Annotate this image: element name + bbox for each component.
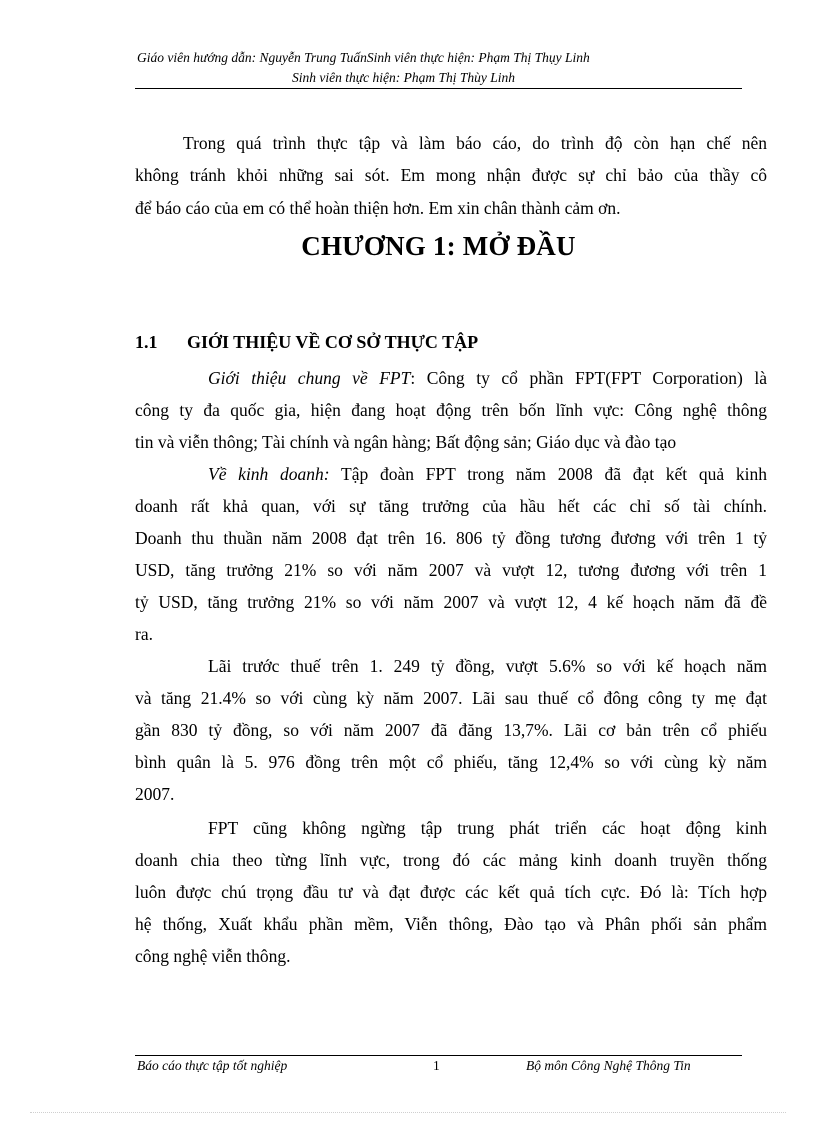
business-line: Doanh thu thuần năm 2008 đạt trên 16. 806 tỷ đồng tương đương với trên 1 tỷ	[135, 528, 767, 548]
header-line-2: Sinh viên thực hiện: Phạm Thị Thùy Linh	[292, 70, 515, 85]
development-line: FPT cũng không ngừng tập trung phát triển các hoạt động kinh	[208, 818, 767, 838]
intro-line: để báo cáo của em có thể hoàn thiện hơn. Em xin chân thành cảm ơn.	[135, 198, 621, 218]
section-heading	[135, 332, 478, 353]
fpt-intro-label: Giới thiệu chung về FPT	[208, 368, 411, 388]
section-title: GIỚI THIỆU VỀ CƠ SỞ THỰC TẬP	[187, 332, 479, 352]
page-number: 1	[433, 1058, 440, 1073]
profit-line: bình quân là 5. 976 đồng trên một cổ phiếu, tăng 12,4% so với cùng kỳ năm	[135, 752, 767, 772]
intro-line: không tránh khỏi những sai sót. Em mong nhận được sự chỉ bảo của thầy cô	[135, 165, 767, 185]
chapter-title: CHƯƠNG 1: MỞ ĐẦU	[301, 231, 576, 261]
header-rule	[135, 88, 742, 89]
profit-line: 2007.	[135, 784, 175, 804]
profit-line: và tăng 21.4% so với cùng kỳ năm 2007. Lãi sau thuế cổ đông công ty mẹ đạt	[135, 688, 767, 708]
business-line: doanh rất khả quan, với sự tăng trưởng của hầu hết các chỉ số tài chính.	[135, 496, 767, 516]
business-line: ra.	[135, 624, 153, 644]
business-line: tỷ USD, tăng trưởng 21% so với năm 2007 và vượt 12, 4 kế hoạch năm đã đề	[135, 592, 767, 612]
page-break-divider	[30, 1112, 786, 1113]
fpt-intro-text: : Công ty cổ phần FPT(FPT Corporation) là	[410, 368, 768, 388]
profit-line: Lãi trước thuế trên 1. 249 tỷ đồng, vượt 5.6% so với kế hoạch năm	[208, 656, 767, 676]
development-line: công nghệ viễn thông.	[135, 946, 291, 966]
intro-line: Trong quá trình thực tập và làm báo cáo, do trình độ còn hạn chế nên	[183, 133, 767, 153]
footer-report-title: Báo cáo thực tập tốt nghiệp	[137, 1058, 288, 1073]
business-label: Về kinh doanh:	[208, 464, 330, 484]
development-line: doanh chia theo từng lĩnh vực, trong đó các mảng kinh doanh truyền thống	[135, 850, 767, 870]
profit-line: gần 830 tỷ đồng, so với năm 2007 đã đăng 13,7%. Lãi cơ bản trên cổ phiếu	[135, 720, 767, 740]
development-line: luôn được chú trọng đầu tư và đạt được các kết quả tích cực. Đó là: Tích hợp	[135, 882, 767, 902]
section-number: 1.1	[135, 332, 158, 352]
business-text: Tập đoàn FPT trong năm 2008 đã đạt kết quả kinh	[329, 464, 767, 484]
business-line: USD, tăng trưởng 21% so với năm 2007 và vượt 12, tương đương với trên 1	[135, 560, 767, 580]
header-line-1: Giáo viên hướng dẫn: Nguyễn Trung TuấnSinh viên thực hiện: Phạm Thị Thụy Linh	[137, 50, 590, 65]
business-line	[135, 462, 767, 486]
footer-rule	[135, 1055, 742, 1056]
footer-department: Bộ môn Công Nghệ Thông Tin	[526, 1058, 691, 1073]
fpt-intro-line	[135, 366, 767, 390]
fpt-intro-line: tin và viễn thông; Tài chính và ngân hàng; Bất động sản; Giáo dục và đào tạo	[135, 432, 677, 452]
fpt-intro-line: công ty đa quốc gia, hiện đang hoạt động trên bốn lĩnh vực: Công nghệ thông	[135, 400, 767, 420]
development-line: hệ thống, Xuất khẩu phần mềm, Viễn thông, Đào tạo và Phân phối sản phẩm	[135, 914, 767, 934]
